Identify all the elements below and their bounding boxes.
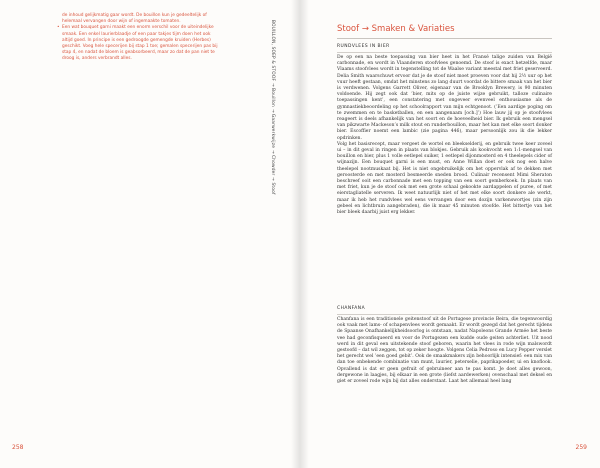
arrow-icon: → — [270, 108, 275, 113]
section-divider — [337, 52, 552, 53]
arrow-icon: → — [270, 149, 275, 154]
nav-item-section: BOUILLON, SOEP & STOOF — [270, 20, 275, 82]
page-number-left: 258 — [12, 444, 24, 451]
section-body-chanfana — [337, 317, 552, 385]
nav-item-stoof: Stoof — [270, 182, 275, 195]
chapter-title: Stoof → Smaken & Variaties — [337, 24, 455, 34]
nav-item-bouillon: Bouillon — [270, 88, 275, 107]
left-page-text — [57, 13, 220, 63]
body-paragraph: Chanfana is een traditionele geitenstoof uit de Portugese provincie Beira, die tegenwoordig ook vaak met lams- of schapenvlees wordt gemaakt. Er wordt gezegd dat het gerecht tijdens de Spaanse Onafhankelijkheidsoorlog is ontstaan, nadat Napoleons Grande Armée het beste vee had geconfisqueerd en voor de Portugezen een kudde oude geiten achterliet. Uit nood werd in dit geval een uitstekende stoof geboren, waarin het vlees in rode wijn malswordt gestoofd – dat wil zeggen, tot op zeker hoogte. Volgens Celia Pedroso en Lucy Pepper verslet het gerecht wel ‘een goed gebit’. Ook de smaakmakers zijn behoorlijk intensief: een mix van dan toe onbekende combinatie van munt, laurier, peterselie, paprikapoeder, ui en knoflook. Opvallend is dat er geen gefruit of gebruineer aan te pas komt. Je doet alles gewoon, dergewone in laagjes, bij elkaar in een grote (liefst aardewerken) ovenschaal met deksel en giet er zoveel rode wijn bij dat alles onderstaat. Laat het allemaal heel lang — [337, 317, 552, 385]
arrow-icon: → — [270, 82, 275, 87]
nav-item-gaarwerkwijze: Gaarwerkwijze — [270, 113, 275, 149]
body-paragraph: Volg het basisrecept, maar vergeet de wortel en bleekselderij, en gebruik twee keer zoveel ui – in dit geval in ringen in plaats van blokjes. Gebruik als kookvocht een 1:1-mengsel van bouillon en bier, plus 1 volle eetlepel suiker, 1 eetlepel dijonmosterd en 4 theelepels cider of wijnazijn. Een bouquet garni is een must, en Anne Willan doet er ook nog een halve theelepel nootmuskaat bij. Het is niet ongebruikelijk om het oppervlak af te dekken met geroosterde en met mosterd besmeerde sneden brood. Culinair recensent Mimi Sheraton beschreef ooit een carbonnade met een topping van een soort gemberkoek. In plaats van met friet, kun je de stoof ook met een grote schaal gekookte aardappelen of puree, of met eierstagliatelle serveren. Ik weet natuurlijk niet of het met elke soort donkere ale werkt, maar ik heb het rundvlees wel eens vervangen door een dozijn varkenswortjes (zin zijn gebeel en lichtbruin aangebraden), die ik maar 45 minuten stoofde. Het bittertje van het bier bleek daarbij juist erg lekker. — [337, 141, 552, 216]
section-heading-rundvlees: RUNDVLEES IN BIER — [337, 44, 390, 49]
section-heading-chanfana: CHANFANA — [337, 306, 366, 311]
arrow-icon: → — [270, 177, 275, 181]
title-divider — [337, 38, 552, 39]
section-divider — [337, 314, 552, 315]
left-list-item — [57, 25, 220, 62]
section-body-rundvlees — [337, 55, 552, 216]
body-paragraph: De op een na beste toepassing van bier heet in het Fransé talige zuiden van België carbonnade, en wordt in Vlaanderen stoofvlees genoemd. De stoof is exact hetzelfde, maar Vlaams stoofvlees wordt in tegenstelling tot de Waalse variant meestal met friet geserveerd. Delia Smith waarschuwt ervoor dat je de stoof niet moet proeven voor dat hij 2½ uur op het vuur heeft gestaan, omdat het minstens zo lang duurt voordat de bittere smaak van het bier is verdwenen. Volgens Garrett Oliver, eigenaar van de Brooklyn Brewery, is 90 minuten voldoende. Hij zegt ook dat ‘bier, mits op de juiste wijze gebruikt, talloze culinaire toepassingen kent’, een constatering met ongeveer evenveel enthousiasme als de gymnastiekbeoordeling op het schoolrapport van mijn echtgenoot. (‘Een aardige poging om te zwemmen en te basketballen, en een aangenaam [och.]’) Hoe lauw jij op je stoofvlees reageert is deels afhankelijk van het soort en de hoeveelheid bier. Ik gebruik een mengsel van pikzwarte Mackeson’s milk stout en runderbouillon, maar het kan met elke soort donker bier. Escoffier noemt een lambic (zie pagina 446), maar persoonlijk zou ik die lekker opdrinken. — [337, 55, 552, 141]
page-number-right: 259 — [575, 444, 587, 451]
nav-item-chowder: Chowder — [270, 155, 275, 176]
bullet-marker: • — [57, 25, 60, 31]
running-head-nav — [270, 20, 275, 195]
right-page — [300, 0, 600, 468]
left-list-item-text: Een wat bouquet garni maakt een enorm verschil voor de uiteindelijke smaak. Een enkel laurierblaadje of een paar takjes tijm doen het ook altijd goed. In principe is een gedroogde gemengde kruiden (Herbes) geschikt. Voeg hele specerijen bij stap 1 toe; gemalen specerijen pas bij stap 4, en nadat de bloem is geabsorbeerd, maar zo dat de pan niet te droog is, anders verbrandt alles. — [62, 25, 218, 62]
left-paragraph: de inhoud gelijkmatig gaar wordt. De bouillon kun je gedeeltelijk of helemaal vervangen door wijn of ingemaakte tomaten. — [62, 13, 207, 25]
